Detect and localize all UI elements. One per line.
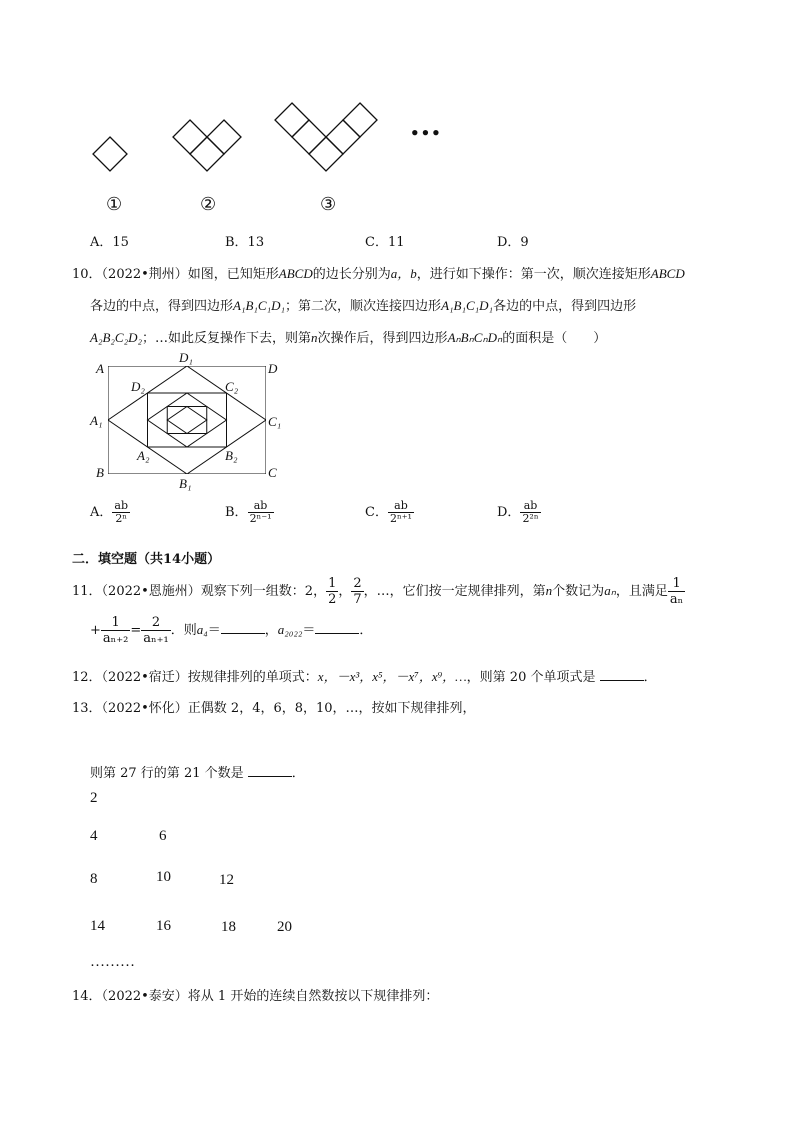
pattern-label-3: ③: [320, 194, 337, 215]
q12-answer-blank[interactable]: [600, 679, 644, 681]
q13-answer-blank[interactable]: [248, 775, 292, 777]
q10-option-d[interactable]: D． $\frac{ab}{\text{2²ⁿ}}$: [497, 499, 539, 525]
q10-option-d-fraction: $\frac{ab}{\text{2²ⁿ}}$: [522, 499, 539, 525]
rhombus-a3b3c3d3: [148, 393, 227, 447]
q11-line-1: 11．（2022•恩施州）观察下列一组数：2， $\frac{1}{2}$ ， $\frac{2}{7}$ ，…，它们按一定规律排列，第n个数记为aₙ，且满足 $\frac{1}{\text{aₙ}}$: [72, 576, 684, 607]
label-C2: C₂: [225, 379, 239, 394]
q13-row-3-col-3: 12: [219, 872, 234, 888]
q10-option-b-fraction: $\frac{ab}{\text{2ⁿ⁻¹}}$: [249, 499, 272, 525]
label-A: A: [96, 361, 104, 376]
q13-line: 13．（2022•怀化）正偶数 2，4，6，8，10，…，按如下规律排列，: [72, 701, 476, 716]
q10-line-3: A₂B₂C₂D₂；…如此反复操作下去，则第n次操作后，得到四边形AₙBₙCₙDₙ的面积是（ ）: [90, 330, 607, 346]
q13-row-1-col-1: 2: [90, 790, 98, 806]
q10-option-c-fraction: $\frac{ab}{\text{2ⁿ⁺¹}}$: [389, 499, 412, 525]
q11-fraction-1-an2: $\frac{1}{\text{aₙ₊₂}}$: [102, 615, 129, 646]
q13-row-4-col-3: 18: [221, 919, 236, 935]
q13-row-2-col-1: 4: [90, 828, 98, 844]
pattern-ellipsis: •••: [410, 124, 442, 142]
q13-row-2-col-2: 6: [159, 828, 167, 844]
rectangle-a4b4c4d4: [167, 407, 207, 434]
q13-row-4-col-4: 20: [277, 919, 292, 935]
pattern-3-square-3: [309, 137, 343, 171]
pattern-3-square-1: [275, 103, 309, 137]
diamond-pattern-figure: [80, 95, 460, 175]
q10-line-2: 各边的中点，得到四边形A₁B₁C₁D₁；第二次，顺次连接四边形A₁B₁C₁D₁各边的中点，得到四边形: [90, 298, 637, 314]
q11-answer-blank-a2022[interactable]: [315, 632, 359, 634]
pattern-3-square-5: [343, 103, 377, 137]
section-2-title: 二．填空题（共14小题）: [72, 552, 221, 567]
q13-row-3-col-2: 10: [156, 869, 171, 885]
q10-option-b[interactable]: B． $\frac{ab}{\text{2ⁿ⁻¹}}$: [225, 499, 272, 525]
q11-answer-blank-a4[interactable]: [221, 632, 265, 634]
q13-row-3-col-1: 8: [90, 871, 98, 887]
q12-line: 12．（2022•宿迁）按规律排列的单项式：x，－x³，x⁵，－x⁷，x⁹，…，则第 20 个单项式是 ．: [72, 669, 657, 685]
q11-fraction-1-an: $\frac{1}{\text{aₙ}}$: [669, 576, 684, 607]
q10-line-1: 10．（2022•荆州）如图，已知矩形ABCD的边长分别为a，b，进行如下操作：第一次，顺次连接矩形ABCD: [72, 266, 685, 282]
rectangle-a2b2c2d2: [148, 393, 227, 447]
pattern-3-square-2: [292, 120, 326, 154]
label-D1: D₁: [179, 350, 193, 365]
q13-ask: 则第 27 行的第 21 个数是 ．: [90, 766, 305, 781]
q10-option-c[interactable]: C． $\frac{ab}{\text{2ⁿ⁺¹}}$: [365, 499, 412, 525]
q11-fraction-2-an1: $\frac{2}{\text{aₙ₊₁}}$: [143, 615, 169, 646]
q10-option-a[interactable]: A． $\frac{ab}{\text{2ⁿ}}$: [90, 499, 128, 525]
label-C1: C₁: [268, 414, 282, 429]
q13-continuation-dots: ………: [90, 954, 135, 970]
label-B: B: [96, 465, 104, 480]
label-B1: B₁: [179, 476, 192, 491]
pattern-label-2: ②: [200, 194, 217, 215]
q11-fraction-2-7: $\frac{2}{7}$: [353, 576, 362, 607]
pattern-2-square-right: [207, 120, 241, 154]
rhombus-a5b5c5d5: [167, 407, 207, 434]
pattern-1-square: [93, 137, 127, 171]
q14-line: 14．（2022•泰安）将从 1 开始的连续自然数按以下规律排列：: [72, 989, 439, 1004]
label-C: C: [268, 465, 277, 480]
label-A1: A₁: [90, 413, 103, 428]
q11-line-2: + $\frac{1}{\text{aₙ₊₂}}$ = $\frac{2}{\text{aₙ₊₁}}$ ．则a₄＝ ，a₂₀₂₂＝ ．: [90, 615, 373, 646]
label-D2: D₂: [131, 379, 145, 394]
pattern-2-square-left: [173, 120, 207, 154]
q9-option-b[interactable]: B．13: [225, 235, 265, 250]
q13-row-4-col-2: 16: [156, 918, 171, 934]
q10-option-a-fraction: $\frac{ab}{\text{2ⁿ}}$: [114, 499, 128, 525]
label-D: D: [268, 361, 278, 376]
q11-fraction-1-2: $\frac{1}{2}$: [328, 576, 337, 607]
label-B2: B₂: [225, 448, 238, 463]
label-A2: A₂: [137, 448, 150, 463]
q9-option-a[interactable]: A．15: [90, 235, 129, 250]
pattern-3-square-4: [326, 120, 360, 154]
q9-option-d[interactable]: D．9: [497, 235, 529, 250]
q13-row-4-col-1: 14: [90, 918, 105, 934]
pattern-2-square-bottom: [190, 137, 224, 171]
pattern-label-1: ①: [106, 194, 123, 215]
q9-option-c[interactable]: C．11: [365, 235, 405, 250]
